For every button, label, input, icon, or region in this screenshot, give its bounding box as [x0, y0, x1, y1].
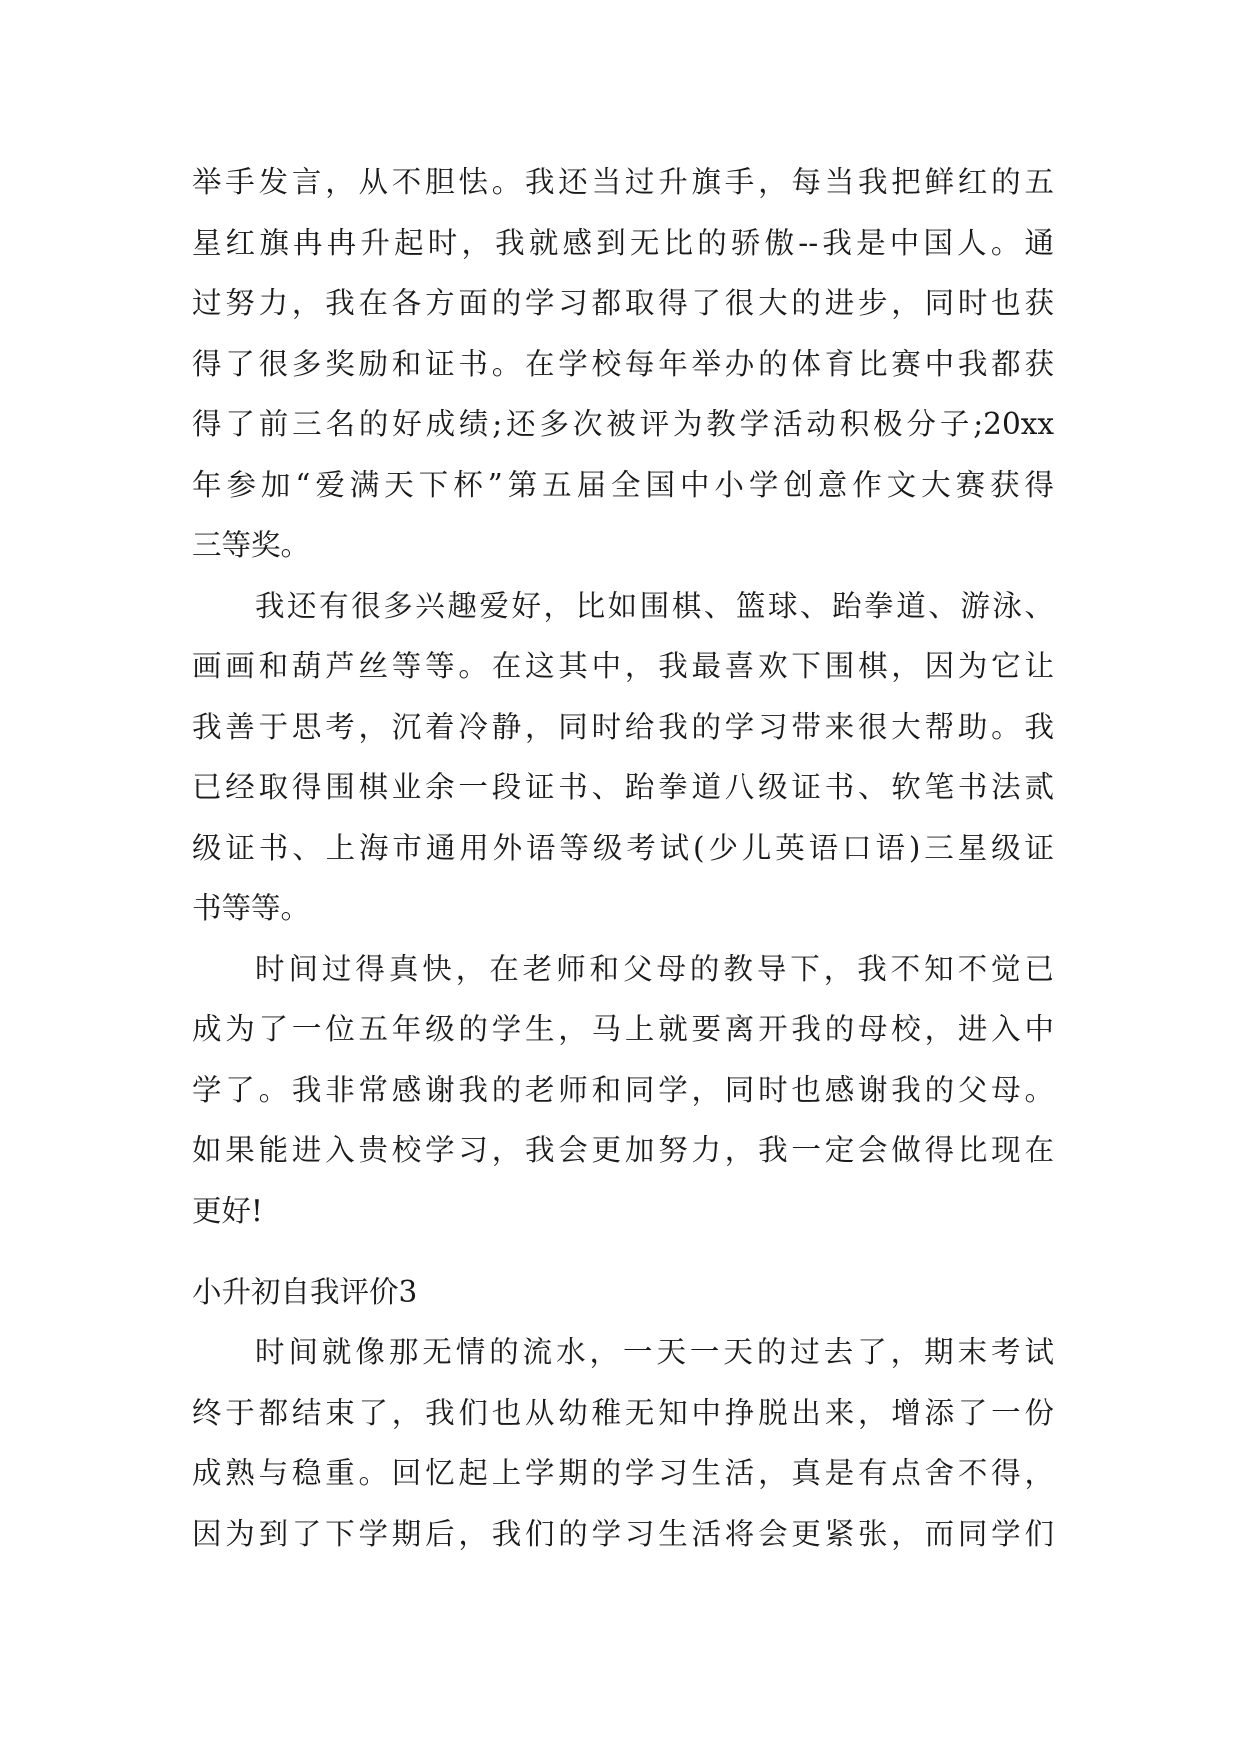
paragraph-2 [192, 576, 1054, 939]
text-line: 如果能进入贵校学习，我会更加努力，我一定会做得比现在 [192, 1133, 1054, 1167]
paragraph-4 [192, 1322, 1054, 1564]
text-line: 终于都结束了，我们也从幼稚无知中挣脱出来，增添了一份 [192, 1395, 1054, 1430]
text-line: 过努力，我在各方面的学习都取得了很大的进步，同时也获 [192, 286, 1054, 320]
paragraph-1 [192, 152, 1054, 576]
text-line: 学了。我非常感谢我的老师和同学，同时也感谢我的父母。 [192, 1072, 1054, 1107]
text-line: 级证书、上海市通用外语等级考试(少儿英语口语)三星级证 [192, 830, 1054, 865]
text-line: 我善于思考，沉着冷静，同时给我的学习带来很大帮助。我 [192, 709, 1054, 744]
text-line: 因为到了下学期后，我们的学习生活将会更紧张，而同学们 [192, 1516, 1054, 1551]
text-line: 成熟与稳重。回忆起上学期的学习生活，真是有点舍不得， [192, 1456, 1054, 1490]
text-line: 得了很多奖励和证书。在学校每年举办的体育比赛中我都获 [192, 346, 1054, 381]
text-line: 星红旗冉冉升起时，我就感到无比的骄傲--我是中国人。通 [192, 225, 1054, 260]
text-line: 成为了一位五年级的学生，马上就要离开我的母校，进入中 [192, 1012, 1054, 1046]
text-line: 时间就像那无情的流水，一天一天的过去了，期末考试 [255, 1335, 1054, 1369]
text-line: 年参加“爱满天下杯”第五届全国中小学创意作文大赛获得 [192, 467, 1054, 502]
text-line: 我还有很多兴趣爱好，比如围棋、篮球、跆拳道、游泳、 [255, 588, 1054, 623]
text-line: 时间过得真快，在老师和父母的教导下，我不知不觉已 [255, 951, 1054, 986]
text-line: 得了前三名的好成绩;还多次被评为教学活动积极分子;20xx [192, 407, 1054, 441]
text-line: 更好! [192, 1193, 263, 1228]
section-heading: 小升初自我评价3 [192, 1275, 418, 1309]
paragraph-3 [192, 939, 1054, 1242]
text-line: 举手发言，从不胆怯。我还当过升旗手，每当我把鲜红的五 [192, 165, 1054, 199]
text-line: 已经取得围棋业余一段证书、跆拳道八级证书、软笔书法贰 [192, 770, 1054, 804]
section-3-body [192, 1322, 1054, 1564]
essay-body [192, 152, 1054, 1241]
text-line: 三等奖。 [192, 528, 311, 562]
text-line: 画画和葫芦丝等等。在这其中，我最喜欢下围棋，因为它让 [192, 649, 1054, 683]
text-line: 书等等。 [192, 891, 311, 925]
